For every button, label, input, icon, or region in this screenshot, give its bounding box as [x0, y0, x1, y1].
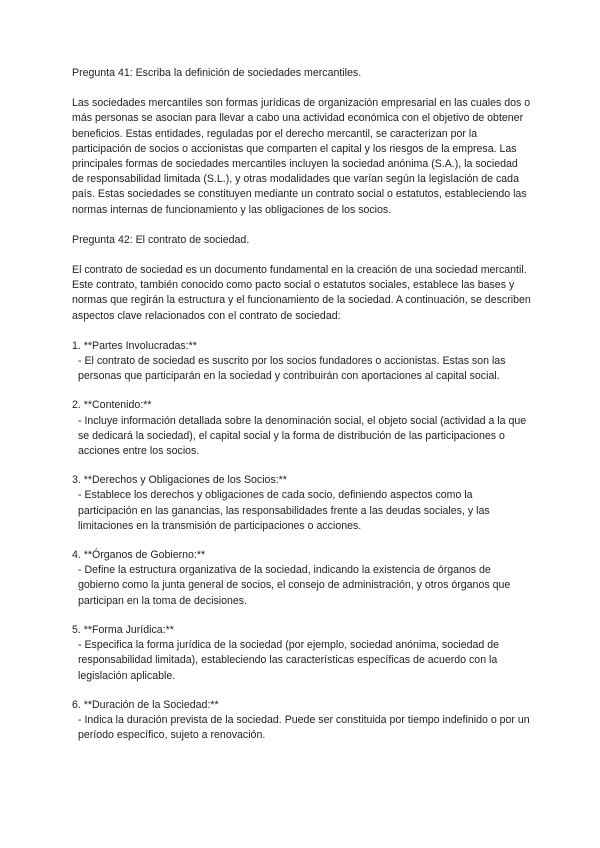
- list-item: [72, 398, 532, 459]
- list-item-title: 2. **Contenido:**: [72, 399, 152, 412]
- question-41-answer: Las sociedades mercantiles son formas jurídicas de organización empresarial en las cuales dos o más personas se asocian para llevar a cabo una actividad económica con el objetivo de obtener beneficios. Estas entidades, reguladas por el derecho mercantil, se caracterizan por la participación de socios o accionistas que comparten el capital y los riesgos de la empresa. Las principales formas de sociedades mercantiles incluyen la sociedad anónima (S.A.), la sociedad de responsabilidad limitada (S.L.), y otras modalidades que varían según la legislación de cada país. Estas sociedades se constituyen mediante un contrato social o estatutos, estableciendo las normas internas de funcionamiento y las obligaciones de los socios.: [72, 97, 531, 216]
- list-item-body: - Incluye información detallada sobre la denominación social, el objeto social (actividad a la que se dedicará la sociedad), el capital social y la forma de distribución de las participaciones o acciones entre los socios.: [78, 414, 527, 458]
- list-item: [72, 698, 532, 744]
- list-item: [72, 548, 532, 609]
- list-item: [72, 473, 532, 534]
- question-41-heading: Pregunta 41: Escriba la definición de sociedades mercantiles.: [72, 67, 362, 79]
- document-page: [72, 66, 532, 757]
- list-item-body: - El contrato de sociedad es suscrito por los socios fundadores o accionistas. Estas son las personas que participarán en la sociedad y contribuirán con aportaciones al capital social.: [78, 355, 506, 383]
- question-42-intro: El contrato de sociedad es un documento fundamental en la creación de una sociedad mercantil. Este contrato, también conocido como pacto social o estatutos sociales, establece las bases y normas que regirán la estructura y el funcionamiento de la sociedad. A continuación, se describen aspectos clave relacionados con el contrato de sociedad:: [72, 264, 531, 322]
- list-item-body: - Define la estructura organizativa de la sociedad, indicando la existencia de órganos de gobierno como la junta general de socios, el consejo de administración, y otros órganos que participan en la toma de decisiones.: [78, 564, 511, 607]
- list-item-title: 3. **Derechos y Obligaciones de los Socios:**: [72, 474, 287, 487]
- list-item-body: - Especifica la forma jurídica de la sociedad (por ejemplo, sociedad anónima, sociedad de responsabilidad limitada), estableciendo las características específicas de acuerdo con la legislación aplicable.: [78, 639, 500, 682]
- question-42-heading: Pregunta 42: El contrato de sociedad.: [72, 233, 250, 246]
- list-item-body: - Indica la duración prevista de la sociedad. Puede ser constituida por tiempo indefinido o por un período específico, sujeto a renovación.: [78, 713, 530, 742]
- list-item-body: - Establece los derechos y obligaciones de cada socio, definiendo aspectos como la participación en las ganancias, las responsabilidades frente a las deudas sociales, y las limitaciones en la transmisión de participaciones o acciones.: [78, 489, 490, 532]
- list-item-title: 4. **Órganos de Gobierno:**: [72, 549, 206, 562]
- list-item-title: 5. **Forma Jurídica:**: [72, 623, 174, 636]
- list-item: [72, 623, 532, 684]
- list-item-title: 6. **Duración de la Sociedad:**: [72, 698, 219, 711]
- list-item-title: 1. **Partes Involucradas:**: [72, 339, 197, 352]
- list-item: [72, 339, 532, 385]
